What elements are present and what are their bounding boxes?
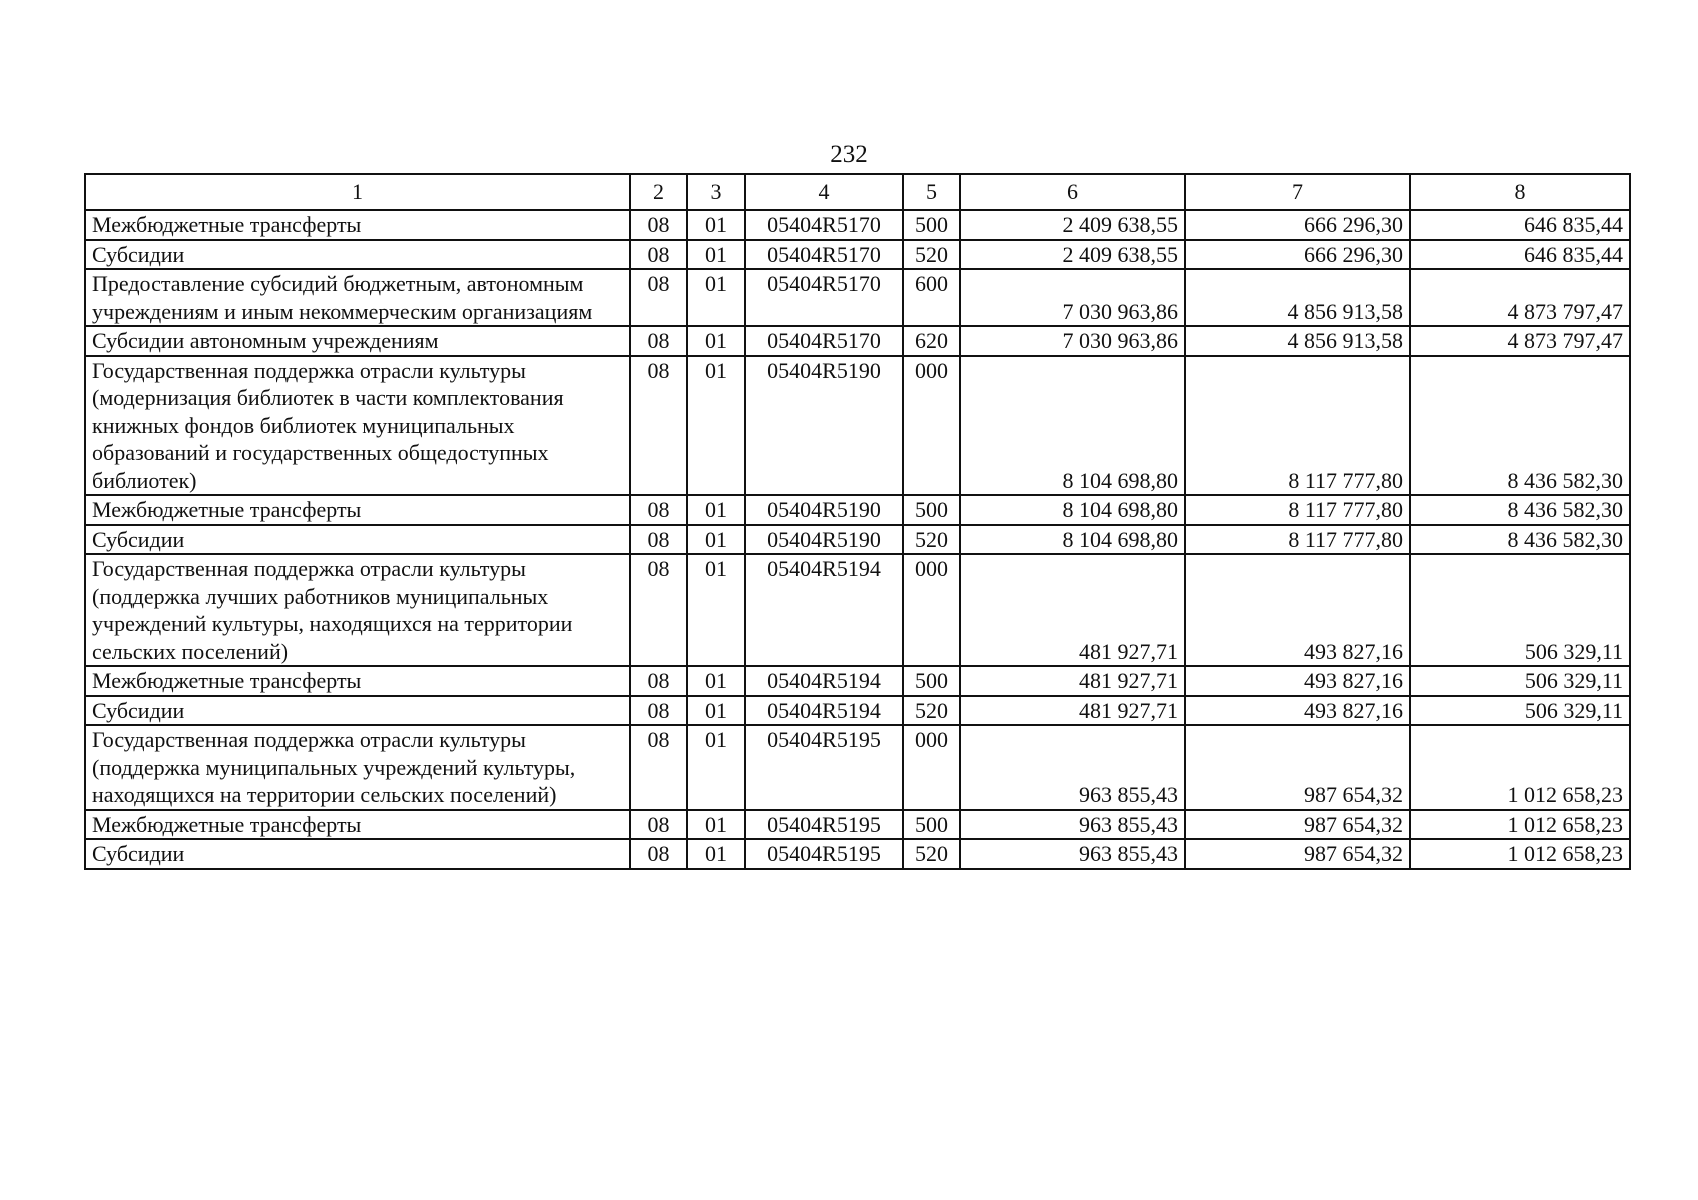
subsection-code-cell: 01: [687, 810, 745, 840]
amount-col8-cell: 8 436 582,30: [1410, 495, 1630, 525]
expense-type-cell: 500: [903, 210, 960, 240]
row-name-cell: Государственная поддержка отрасли культуры (поддержка лучших работников муниципальных учреждений культуры, находящихся на территории сельских поселений): [85, 554, 630, 666]
section-code-cell: 08: [630, 356, 687, 496]
amount-col6-cell: 8 104 698,80: [960, 525, 1185, 555]
target-article-cell: 05404R5170: [745, 269, 903, 326]
amount-col6-cell: 481 927,71: [960, 554, 1185, 666]
amount-col6-cell: 481 927,71: [960, 696, 1185, 726]
amount-col7-cell: 666 296,30: [1185, 240, 1410, 270]
amount-col8-cell: 4 873 797,47: [1410, 269, 1630, 326]
table-row: [85, 525, 1630, 555]
target-article-cell: 05404R5190: [745, 525, 903, 555]
header-cell: 8: [1410, 174, 1630, 210]
table-row: [85, 839, 1630, 869]
row-name-cell: Межбюджетные трансферты: [85, 666, 630, 696]
subsection-code-cell: 01: [687, 839, 745, 869]
amount-col8-cell: 506 329,11: [1410, 696, 1630, 726]
amount-col8-cell: 1 012 658,23: [1410, 810, 1630, 840]
section-code-cell: 08: [630, 525, 687, 555]
expense-type-cell: 000: [903, 356, 960, 496]
row-name-cell: Межбюджетные трансферты: [85, 210, 630, 240]
amount-col7-cell: 493 827,16: [1185, 666, 1410, 696]
subsection-code-cell: 01: [687, 269, 745, 326]
subsection-code-cell: 01: [687, 525, 745, 555]
amount-col8-cell: 506 329,11: [1410, 554, 1630, 666]
expense-type-cell: 620: [903, 326, 960, 356]
row-name-cell: Межбюджетные трансферты: [85, 495, 630, 525]
row-name-cell: Субсидии автономным учреждениям: [85, 326, 630, 356]
subsection-code-cell: 01: [687, 696, 745, 726]
amount-col7-cell: 8 117 777,80: [1185, 525, 1410, 555]
expense-type-cell: 520: [903, 525, 960, 555]
subsection-code-cell: 01: [687, 554, 745, 666]
amount-col7-cell: 987 654,32: [1185, 725, 1410, 810]
expense-type-cell: 600: [903, 269, 960, 326]
row-name-cell: Субсидии: [85, 696, 630, 726]
section-code-cell: 08: [630, 666, 687, 696]
table-body: [85, 174, 1630, 869]
target-article-cell: 05404R5195: [745, 725, 903, 810]
amount-col8-cell: 8 436 582,30: [1410, 356, 1630, 496]
amount-col8-cell: 1 012 658,23: [1410, 725, 1630, 810]
table-row: [85, 326, 1630, 356]
header-cell: 2: [630, 174, 687, 210]
expense-type-cell: 500: [903, 666, 960, 696]
table-row: [85, 696, 1630, 726]
section-code-cell: 08: [630, 810, 687, 840]
table-row: [85, 495, 1630, 525]
subsection-code-cell: 01: [687, 666, 745, 696]
amount-col6-cell: 7 030 963,86: [960, 269, 1185, 326]
target-article-cell: 05404R5190: [745, 356, 903, 496]
row-name-cell: Субсидии: [85, 525, 630, 555]
section-code-cell: 08: [630, 554, 687, 666]
section-code-cell: 08: [630, 326, 687, 356]
target-article-cell: 05404R5190: [745, 495, 903, 525]
header-cell: 6: [960, 174, 1185, 210]
amount-col8-cell: 4 873 797,47: [1410, 326, 1630, 356]
amount-col6-cell: 963 855,43: [960, 839, 1185, 869]
section-code-cell: 08: [630, 495, 687, 525]
amount-col7-cell: 493 827,16: [1185, 696, 1410, 726]
expense-type-cell: 500: [903, 810, 960, 840]
section-code-cell: 08: [630, 696, 687, 726]
target-article-cell: 05404R5194: [745, 554, 903, 666]
header-row: [85, 174, 1630, 210]
table-row: [85, 554, 1630, 666]
expense-type-cell: 000: [903, 554, 960, 666]
expense-type-cell: 000: [903, 725, 960, 810]
row-name-cell: Государственная поддержка отрасли культуры (модернизация библиотек в части комплектования книжных фондов библиотек муниципальных образований и государственных общедоступных библиотек): [85, 356, 630, 496]
amount-col6-cell: 7 030 963,86: [960, 326, 1185, 356]
section-code-cell: 08: [630, 269, 687, 326]
target-article-cell: 05404R5194: [745, 696, 903, 726]
amount-col8-cell: 8 436 582,30: [1410, 525, 1630, 555]
target-article-cell: 05404R5170: [745, 210, 903, 240]
page-number: 232: [830, 141, 868, 168]
table-row: [85, 240, 1630, 270]
amount-col6-cell: 481 927,71: [960, 666, 1185, 696]
row-name-cell: Субсидии: [85, 839, 630, 869]
amount-col6-cell: 963 855,43: [960, 725, 1185, 810]
expense-type-cell: 500: [903, 495, 960, 525]
table-row: [85, 269, 1630, 326]
amount-col8-cell: 646 835,44: [1410, 210, 1630, 240]
amount-col8-cell: 646 835,44: [1410, 240, 1630, 270]
budget-table: [84, 173, 1631, 870]
expense-type-cell: 520: [903, 696, 960, 726]
section-code-cell: 08: [630, 839, 687, 869]
header-cell: 3: [687, 174, 745, 210]
expense-type-cell: 520: [903, 240, 960, 270]
section-code-cell: 08: [630, 725, 687, 810]
amount-col6-cell: 963 855,43: [960, 810, 1185, 840]
amount-col6-cell: 2 409 638,55: [960, 210, 1185, 240]
row-name-cell: Межбюджетные трансферты: [85, 810, 630, 840]
section-code-cell: 08: [630, 210, 687, 240]
amount-col6-cell: 8 104 698,80: [960, 495, 1185, 525]
table-row: [85, 810, 1630, 840]
subsection-code-cell: 01: [687, 240, 745, 270]
target-article-cell: 05404R5195: [745, 839, 903, 869]
amount-col7-cell: 8 117 777,80: [1185, 356, 1410, 496]
target-article-cell: 05404R5194: [745, 666, 903, 696]
amount-col7-cell: 4 856 913,58: [1185, 326, 1410, 356]
amount-col6-cell: 2 409 638,55: [960, 240, 1185, 270]
header-cell: 5: [903, 174, 960, 210]
table-row: [85, 725, 1630, 810]
amount-col7-cell: 987 654,32: [1185, 810, 1410, 840]
table-row: [85, 356, 1630, 496]
header-cell: 7: [1185, 174, 1410, 210]
row-name-cell: Государственная поддержка отрасли культуры (поддержка муниципальных учреждений культуры, находящихся на территории сельских поселений): [85, 725, 630, 810]
table-row: [85, 666, 1630, 696]
expense-type-cell: 520: [903, 839, 960, 869]
subsection-code-cell: 01: [687, 725, 745, 810]
amount-col7-cell: 4 856 913,58: [1185, 269, 1410, 326]
subsection-code-cell: 01: [687, 356, 745, 496]
header-cell: 4: [745, 174, 903, 210]
amount-col8-cell: 1 012 658,23: [1410, 839, 1630, 869]
amount-col7-cell: 493 827,16: [1185, 554, 1410, 666]
subsection-code-cell: 01: [687, 326, 745, 356]
subsection-code-cell: 01: [687, 210, 745, 240]
row-name-cell: Предоставление субсидий бюджетным, автономным учреждениям и иным некоммерческим организациям: [85, 269, 630, 326]
amount-col6-cell: 8 104 698,80: [960, 356, 1185, 496]
amount-col7-cell: 666 296,30: [1185, 210, 1410, 240]
header-cell: 1: [85, 174, 630, 210]
table-row: [85, 210, 1630, 240]
amount-col8-cell: 506 329,11: [1410, 666, 1630, 696]
target-article-cell: 05404R5170: [745, 240, 903, 270]
amount-col7-cell: 8 117 777,80: [1185, 495, 1410, 525]
target-article-cell: 05404R5195: [745, 810, 903, 840]
target-article-cell: 05404R5170: [745, 326, 903, 356]
row-name-cell: Субсидии: [85, 240, 630, 270]
amount-col7-cell: 987 654,32: [1185, 839, 1410, 869]
section-code-cell: 08: [630, 240, 687, 270]
subsection-code-cell: 01: [687, 495, 745, 525]
